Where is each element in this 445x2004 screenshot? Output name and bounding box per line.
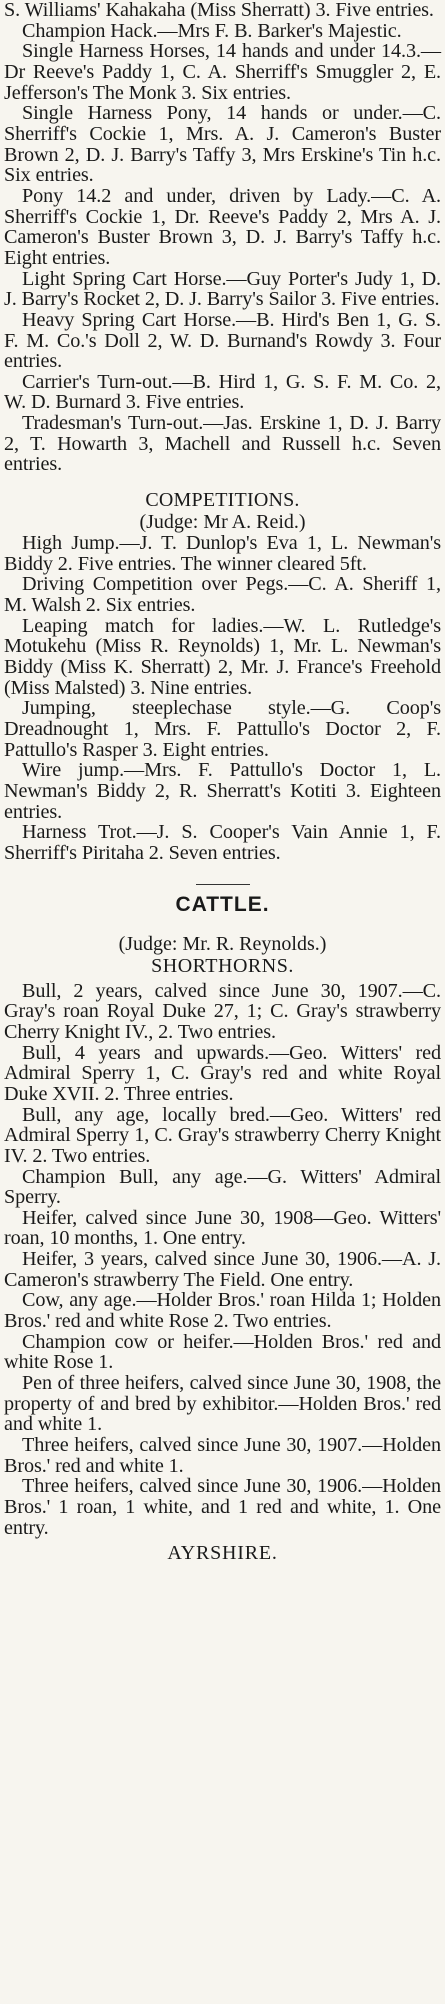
result-paragraph: Jumping, steeplechase style.—G. Coop's Dreadnought 1, Mrs. F. Pattullo's Doctor 2, F. Pattullo's Rasper 3. Eight entries.: [4, 697, 441, 761]
result-paragraph: Wire jump.—Mrs. F. Pattullo's Doctor 1, L. Newman's Biddy 2, R. Sherratt's Kotiti 3. Eighteen entries.: [4, 759, 441, 823]
result-paragraph: High Jump.—J. T. Dunlop's Eva 1, L. Newman's Biddy 2. Five entries. The winner cleared 5ft.: [4, 532, 441, 575]
judge-line: (Judge: Mr. R. Reynolds.): [118, 932, 327, 955]
section-heading: CATTLE.: [175, 892, 270, 916]
result-paragraph: Pen of three heifers, calved since June 30, 1908, the property of and bred by exhibitor.—Holden Bros.' red and white 1.: [4, 1372, 441, 1436]
section-rule: [196, 884, 250, 885]
result-paragraph: Carrier's Turn-out.—B. Hird 1, G. S. F. M. Co. 2, W. D. Burnard 3. Five entries.: [4, 370, 441, 414]
result-paragraph: Heifer, calved since June 30, 1908—Geo. Witters' roan, 10 months, 1. One entry.: [4, 1206, 441, 1250]
newspaper-column: [4, 0, 441, 2004]
result-paragraph: Driving Competition over Pegs.—C. A. Sheriff 1, M. Walsh 2. Six entries.: [4, 573, 441, 617]
result-paragraph: Pony 14.2 and under, driven by Lady.—C. A. Sherriff's Cockie 1, Dr. Reeve's Paddy 2, Mrs A. J. Cameron's Buster Brown 3, D. J. Barry's Taffy h.c. Eight entries.: [4, 184, 441, 269]
result-paragraph: Single Harness Pony, 14 hands or under.—C. Sherriff's Cockie 1, Mrs. A. J. Cameron's Buster Brown 2, D. J. Barry's Taffy 3, Mrs Erskine's Tin h.c. Six entries.: [4, 102, 441, 187]
result-paragraph: Tradesman's Turn-out.—Jas. Erskine 1, D. J. Barry 2, T. Howarth 3, Machell and Russell h.c. Seven entries.: [4, 412, 441, 476]
result-paragraph: Bull, any age, locally bred.—Geo. Witters' red Admiral Sperry 1, C. Gray's strawberry Cherry Knight IV. 2. Two entries.: [4, 1103, 441, 1167]
result-paragraph: S. Williams' Kahakaha (Miss Sherratt) 3. Five entries.: [4, 0, 434, 21]
result-paragraph: Champion cow or heifer.—Holden Bros.' red and white Rose 1.: [4, 1330, 441, 1374]
section-heading: COMPETITIONS.: [145, 489, 300, 512]
result-paragraph: Three heifers, calved since June 30, 1907.—Holden Bros.' red and white 1.: [4, 1434, 441, 1477]
result-paragraph: Cow, any age.—Holder Bros.' roan Hilda 1; Holden Bros.' red and white Rose 2. Two entries.: [4, 1289, 441, 1333]
result-paragraph: Harness Trot.—J. S. Cooper's Vain Annie 1, F. Sherriff's Piritaha 2. Seven entries.: [4, 821, 441, 864]
result-paragraph: Light Spring Cart Horse.—Guy Porter's Judy 1, D. J. Barry's Rocket 2, D. J. Barry's Sailor 3. Five entries.: [4, 267, 441, 311]
result-paragraph: Leaping match for ladies.—W. L. Rutledge's Motukehu (Miss R. Reynolds) 1, Mr. L. Newman's Biddy (Miss K. Sherratt) 2, Mr. J. France's Freehold (Miss Malsted) 3. Nine entries.: [4, 614, 441, 699]
result-paragraph: Champion Bull, any age.—G. Witters' Admiral Sperry.: [4, 1165, 441, 1209]
section-heading: AYRSHIRE.: [167, 1542, 278, 1565]
result-paragraph: Three heifers, calved since June 30, 1906.—Holden Bros.' 1 roan, 1 white, and 1 red and white, 1. One entry.: [4, 1475, 441, 1539]
result-paragraph: Heavy Spring Cart Horse.—B. Hird's Ben 1, G. S. F. M. Co.'s Doll 2, W. D. Burnand's Rowdy 3. Four entries.: [4, 308, 441, 373]
result-paragraph: Bull, 4 years and upwards.—Geo. Witters' red Admiral Sperry 1, C. Gray's red and white Royal Duke XVII. 2. Three entries.: [4, 1041, 441, 1105]
result-paragraph: Bull, 2 years, calved since June 30, 1907.—C. Gray's roan Royal Duke 27, 1; C. Gray's strawberry Cherry Knight IV., 2. Two entries.: [4, 979, 441, 1043]
section-heading: SHORTHORNS.: [151, 954, 294, 977]
result-paragraph: Champion Hack.—Mrs F. B. Barker's Majestic.: [22, 19, 402, 42]
judge-line: (Judge: Mr A. Reid.): [139, 511, 306, 534]
result-paragraph: Single Harness Horses, 14 hands and under 14.3.—Dr Reeve's Paddy 1, C. A. Sherriff's Smuggler 2, E. Jefferson's The Monk 3. Six entries.: [4, 40, 441, 104]
result-paragraph: Heifer, 3 years, calved since June 30, 1906.—A. J. Cameron's strawberry The Field. One entry.: [4, 1248, 441, 1291]
